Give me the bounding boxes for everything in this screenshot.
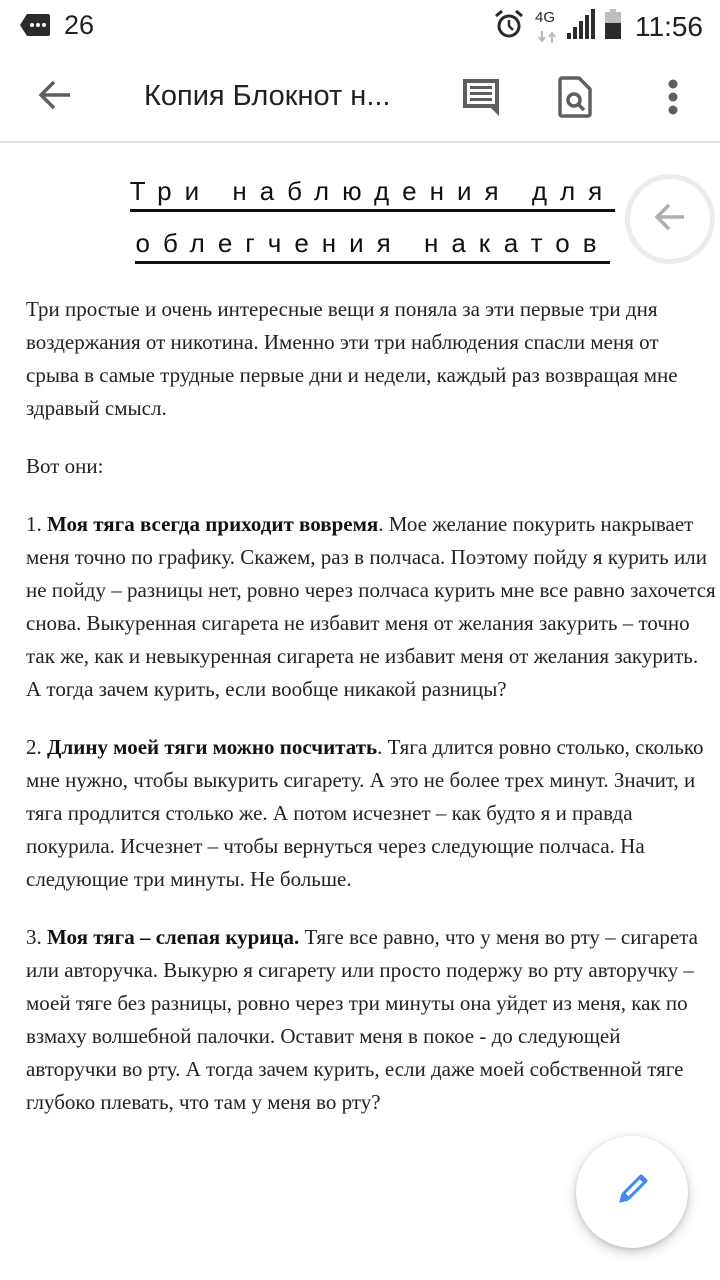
document-title: Копия Блокнот н... [144, 80, 391, 112]
doc-heading-text-1: Три наблюдения для [130, 175, 616, 212]
floating-back-button[interactable] [625, 174, 715, 264]
doc-heading-line-2 [0, 227, 720, 264]
more-vert-icon [667, 79, 679, 120]
doc-body [26, 293, 716, 1144]
item-heading: Моя тяга всегда приходит вовремя [47, 512, 379, 536]
clock: 11:56 [635, 10, 703, 42]
observation-3 [26, 921, 716, 1119]
message-more-icon [20, 14, 50, 36]
find-in-page-icon [558, 76, 592, 123]
document-content[interactable] [0, 145, 720, 1280]
arrow-back-icon [653, 200, 687, 239]
item-heading: Моя тяга – слепая курица. [47, 925, 300, 949]
back-button[interactable] [30, 72, 80, 122]
item-number: 1. [26, 512, 47, 536]
status-bar [0, 0, 720, 50]
more-options-button[interactable] [648, 74, 698, 124]
status-right [487, 8, 703, 45]
notification-count: 26 [64, 10, 95, 40]
edit-fab-button[interactable] [576, 1136, 688, 1248]
item-text: . Тяга длится ровно столько, сколько мне нужно, чтобы выкурить сигарету. А это не более трех минут. Значит, и тяга продлится столько же. А потом исчезнет – как будто я и правда покурила. Исчезнет – чтобы вернуться через следующие полчаса. На следующие три минуты. Не больше. [26, 735, 704, 891]
item-text: Тяге все равно, что у меня во рту – сигарета или авторучка. Выкурю я сигарету или просто подержу во рту авторучку – моей тяге без разницы, ровно через три минуты она уйдет из меня, как по взмаху волшебной палочки. Оставит меня в покое - до следующей авторучки во рту. А тогда зачем курить, если даже моей собственной тяге глубоко плевать, что там у меня во рту? [26, 925, 698, 1114]
battery-icon [605, 9, 621, 44]
item-number: 2. [26, 735, 47, 759]
app-bar [0, 50, 720, 143]
network-label: 4G [535, 8, 556, 26]
alarm-icon [493, 8, 525, 45]
arrow-back-icon [37, 77, 73, 118]
item-text: . Мое желание покурить накрывает меня точно по графику. Скажем, раз в полчаса. Поэтому пойду я курить или не пойду – разницы нет, ровно через полчаса курить мне все равно захочется снова. Выкуренная сигарета не избавит меня от желания закурить – точно так же, как и невыкуренная сигарета не избавит меня от желания закурить. А тогда зачем курить, если вообще никакой разницы? [26, 512, 716, 701]
comment-icon [461, 77, 501, 122]
lead-paragraph: Вот они: [26, 454, 104, 478]
observation-1 [26, 508, 716, 706]
find-in-page-button[interactable] [550, 74, 600, 124]
pencil-icon [612, 1170, 652, 1215]
item-heading: Длину моей тяги можно посчитать [47, 735, 378, 759]
status-left [20, 9, 94, 41]
item-number: 3. [26, 925, 47, 949]
doc-heading-text-2: облегчения накатов [135, 227, 609, 264]
network-4g-icon [535, 8, 561, 43]
doc-heading-line-1 [0, 175, 720, 212]
intro-paragraph: Три простые и очень интересные вещи я поняла за эти первые три дня воздержания от никотина. Именно эти три наблюдения спасли меня от срыва в самые трудные первые дни и недели, каждый раз возвращая мне здравый смысл. [26, 297, 678, 420]
observation-2 [26, 731, 716, 896]
signal-icon [567, 9, 595, 44]
comments-button[interactable] [456, 74, 506, 124]
